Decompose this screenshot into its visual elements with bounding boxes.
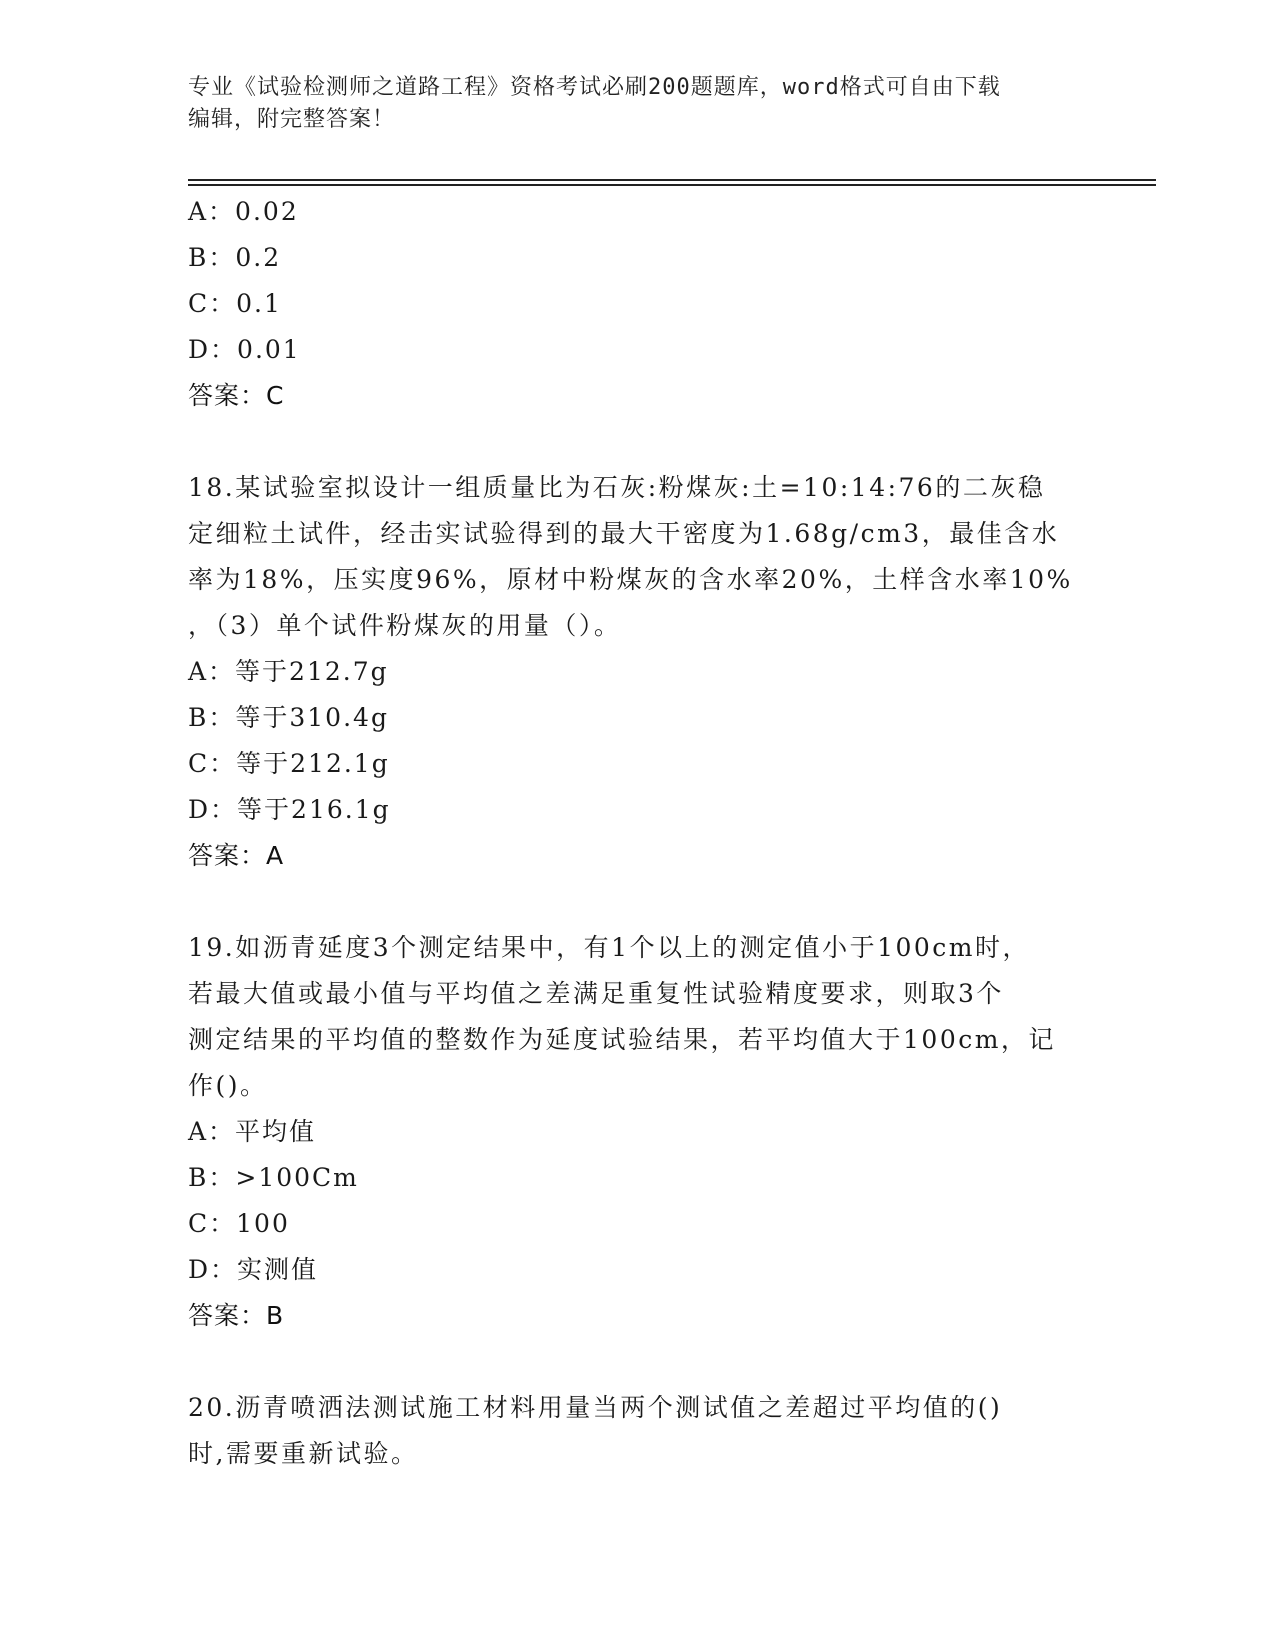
question-list <box>188 189 1088 1477</box>
option-b: B：等于310.4g <box>188 703 389 732</box>
spacer <box>188 1339 1088 1385</box>
option-c: C：100 <box>188 1209 290 1238</box>
spacer <box>188 879 1088 925</box>
question-17 <box>188 189 1088 419</box>
question-stem-line: 作()。 <box>188 1071 268 1100</box>
option-a: A：等于212.7g <box>188 657 389 686</box>
option-a: A：平均值 <box>188 1117 317 1146</box>
option-d: D：实测值 <box>188 1255 319 1284</box>
answer-line: 答案：B <box>188 1301 285 1330</box>
answer-line: 答案：A <box>188 841 285 870</box>
question-stem-line: 20.沥青喷洒法测试施工材料用量当两个测试值之差超过平均值的() <box>188 1393 1003 1422</box>
question-stem-line: 时,需要重新试验。 <box>188 1439 419 1468</box>
option-d: D：等于216.1g <box>188 795 391 824</box>
option-a: A：0.02 <box>188 197 299 226</box>
question-stem-line: 测定结果的平均值的整数作为延度试验结果，若平均值大于100cm，记 <box>188 1025 1056 1054</box>
header-rule-top <box>188 179 1156 181</box>
question-stem-line: 19.如沥青延度3个测定结果中，有1个以上的测定值小于100cm时， <box>188 933 1030 962</box>
page-header <box>188 72 1088 136</box>
question-19 <box>188 925 1088 1339</box>
option-c: C：等于212.1g <box>188 749 390 778</box>
spacer <box>188 419 1088 465</box>
question-20 <box>188 1385 1088 1477</box>
header-title-line-1: 专业《试验检测师之道路工程》资格考试必刷200题题库，word格式可自由下载 <box>188 75 1001 100</box>
question-stem-line: 率为18%，压实度96%，原材中粉煤灰的含水率20%，土样含水率10% <box>188 565 1073 594</box>
question-stem-line: ，（3）单个试件粉煤灰的用量（）。 <box>188 611 622 640</box>
question-18 <box>188 465 1088 879</box>
question-stem-line: 18.某试验室拟设计一组质量比为石灰:粉煤灰:土=10:14:76的二灰稳 <box>188 473 1046 502</box>
answer-line: 答案：C <box>188 381 285 410</box>
option-b: B：>100Cm <box>188 1163 359 1192</box>
header-rule-bottom <box>188 184 1156 186</box>
option-d: D：0.01 <box>188 335 301 364</box>
option-b: B：0.2 <box>188 243 282 272</box>
option-c: C：0.1 <box>188 289 282 318</box>
header-title-line-2: 编辑，附完整答案！ <box>188 107 396 132</box>
question-stem-line: 定细粒土试件，经击实试验得到的最大干密度为1.68g/cm3，最佳含水 <box>188 519 1060 548</box>
question-stem-line: 若最大值或最小值与平均值之差满足重复性试验精度要求，则取3个 <box>188 979 1004 1008</box>
